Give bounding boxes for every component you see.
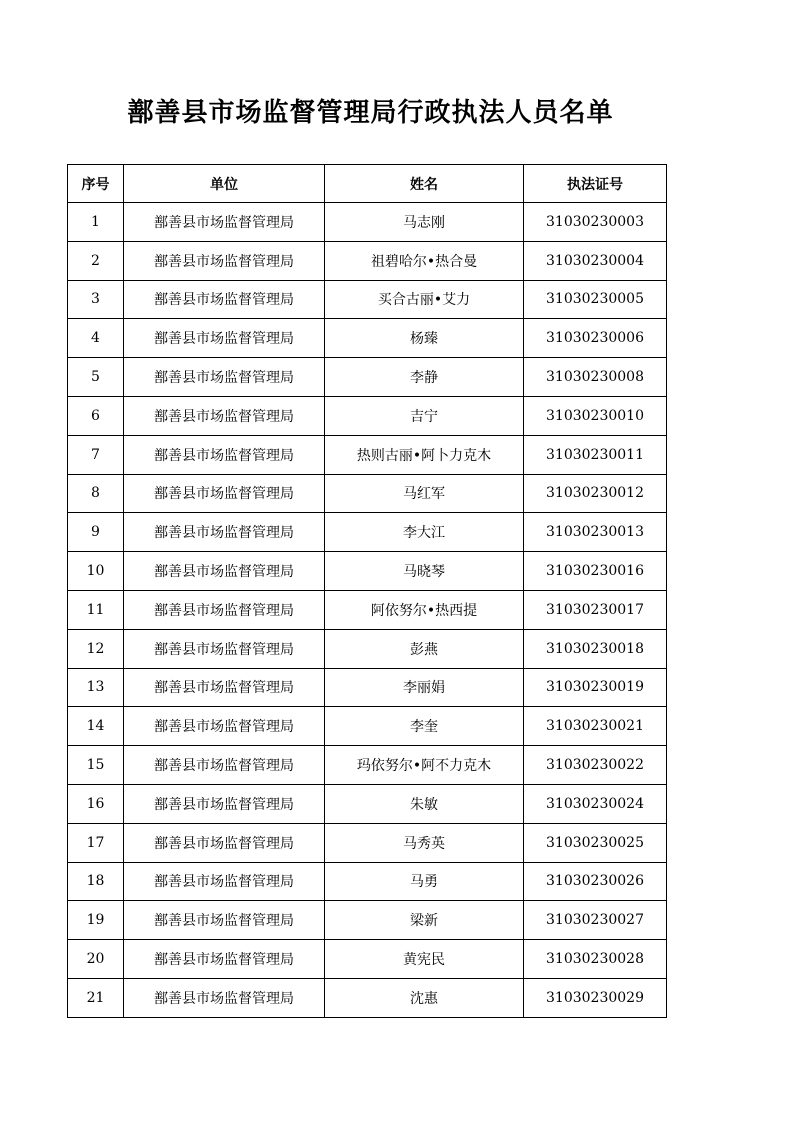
- cell-unit: 鄯善县市场监督管理局: [124, 901, 325, 940]
- cell-seq: 18: [68, 862, 124, 901]
- cell-seq: 13: [68, 668, 124, 707]
- cell-name: 阿依努尔•热西提: [325, 590, 524, 629]
- cell-cert: 31030230024: [524, 784, 667, 823]
- table-row: [68, 940, 667, 979]
- cell-cert: 31030230016: [524, 552, 667, 591]
- cell-cert: 31030230018: [524, 629, 667, 668]
- page-title: 鄯善县市场监督管理局行政执法人员名单: [127, 98, 614, 128]
- cell-unit: 鄯善县市场监督管理局: [124, 823, 325, 862]
- cell-cert: 31030230026: [524, 862, 667, 901]
- cell-seq: 14: [68, 707, 124, 746]
- table-row: [68, 707, 667, 746]
- cell-seq: 6: [68, 396, 124, 435]
- cell-unit: 鄯善县市场监督管理局: [124, 707, 325, 746]
- table-row: [68, 280, 667, 319]
- header-seq: 序号: [68, 165, 124, 203]
- cell-name: 彭燕: [325, 629, 524, 668]
- cell-unit: 鄯善县市场监督管理局: [124, 358, 325, 397]
- cell-cert: 31030230011: [524, 435, 667, 474]
- cell-unit: 鄯善县市场监督管理局: [124, 862, 325, 901]
- cell-cert: 31030230010: [524, 396, 667, 435]
- cell-name: 买合古丽•艾力: [325, 280, 524, 319]
- cell-seq: 15: [68, 746, 124, 785]
- table-row: [68, 203, 667, 242]
- cell-unit: 鄯善县市场监督管理局: [124, 435, 325, 474]
- cell-unit: 鄯善县市场监督管理局: [124, 513, 325, 552]
- table-row: [68, 474, 667, 513]
- cell-unit: 鄯善县市场监督管理局: [124, 590, 325, 629]
- header-unit: 单位: [124, 165, 325, 203]
- cell-cert: 31030230017: [524, 590, 667, 629]
- cell-seq: 20: [68, 940, 124, 979]
- table-row: [68, 746, 667, 785]
- table-row: [68, 396, 667, 435]
- cell-seq: 17: [68, 823, 124, 862]
- header-name: 姓名: [325, 165, 524, 203]
- cell-name: 李大江: [325, 513, 524, 552]
- cell-unit: 鄯善县市场监督管理局: [124, 978, 325, 1017]
- cell-cert: 31030230006: [524, 319, 667, 358]
- cell-name: 热则古丽•阿卜力克木: [325, 435, 524, 474]
- cell-seq: 4: [68, 319, 124, 358]
- cell-name: 李静: [325, 358, 524, 397]
- cell-name: 马志刚: [325, 203, 524, 242]
- cell-seq: 10: [68, 552, 124, 591]
- cell-name: 李丽娟: [325, 668, 524, 707]
- table-row: [68, 435, 667, 474]
- table-body: [68, 203, 667, 1018]
- cell-cert: 31030230025: [524, 823, 667, 862]
- cell-cert: 31030230004: [524, 241, 667, 280]
- cell-name: 马红军: [325, 474, 524, 513]
- cell-unit: 鄯善县市场监督管理局: [124, 474, 325, 513]
- cell-name: 马勇: [325, 862, 524, 901]
- cell-unit: 鄯善县市场监督管理局: [124, 784, 325, 823]
- table-row: [68, 358, 667, 397]
- cell-unit: 鄯善县市场监督管理局: [124, 668, 325, 707]
- personnel-table: [67, 164, 667, 1018]
- cell-name: 祖碧哈尔•热合曼: [325, 241, 524, 280]
- cell-unit: 鄯善县市场监督管理局: [124, 241, 325, 280]
- cell-unit: 鄯善县市场监督管理局: [124, 280, 325, 319]
- table-header-row: [68, 165, 667, 203]
- cell-name: 梁新: [325, 901, 524, 940]
- table-row: [68, 513, 667, 552]
- cell-unit: 鄯善县市场监督管理局: [124, 552, 325, 591]
- table-row: [68, 901, 667, 940]
- cell-name: 玛依努尔•阿不力克木: [325, 746, 524, 785]
- cell-cert: 31030230022: [524, 746, 667, 785]
- table-row: [68, 668, 667, 707]
- cell-unit: 鄯善县市场监督管理局: [124, 396, 325, 435]
- cell-cert: 31030230013: [524, 513, 667, 552]
- cell-seq: 16: [68, 784, 124, 823]
- table-row: [68, 784, 667, 823]
- cell-name: 黄宪民: [325, 940, 524, 979]
- cell-unit: 鄯善县市场监督管理局: [124, 940, 325, 979]
- cell-seq: 8: [68, 474, 124, 513]
- table-row: [68, 241, 667, 280]
- table-row: [68, 590, 667, 629]
- cell-unit: 鄯善县市场监督管理局: [124, 203, 325, 242]
- cell-seq: 21: [68, 978, 124, 1017]
- table-row: [68, 978, 667, 1017]
- cell-seq: 9: [68, 513, 124, 552]
- table-row: [68, 552, 667, 591]
- cell-cert: 31030230003: [524, 203, 667, 242]
- cell-seq: 1: [68, 203, 124, 242]
- cell-cert: 31030230008: [524, 358, 667, 397]
- cell-cert: 31030230019: [524, 668, 667, 707]
- cell-unit: 鄯善县市场监督管理局: [124, 629, 325, 668]
- cell-cert: 31030230027: [524, 901, 667, 940]
- cell-name: 吉宁: [325, 396, 524, 435]
- cell-name: 朱敏: [325, 784, 524, 823]
- table-row: [68, 823, 667, 862]
- cell-name: 李奎: [325, 707, 524, 746]
- cell-name: 杨臻: [325, 319, 524, 358]
- header-cert: 执法证号: [524, 165, 667, 203]
- cell-cert: 31030230005: [524, 280, 667, 319]
- table-row: [68, 629, 667, 668]
- cell-seq: 7: [68, 435, 124, 474]
- cell-seq: 12: [68, 629, 124, 668]
- cell-seq: 19: [68, 901, 124, 940]
- cell-seq: 5: [68, 358, 124, 397]
- table-row: [68, 319, 667, 358]
- cell-name: 沈惠: [325, 978, 524, 1017]
- cell-cert: 31030230028: [524, 940, 667, 979]
- cell-cert: 31030230012: [524, 474, 667, 513]
- table-row: [68, 862, 667, 901]
- cell-seq: 11: [68, 590, 124, 629]
- cell-cert: 31030230021: [524, 707, 667, 746]
- cell-unit: 鄯善县市场监督管理局: [124, 746, 325, 785]
- cell-name: 马秀英: [325, 823, 524, 862]
- cell-seq: 2: [68, 241, 124, 280]
- cell-name: 马晓琴: [325, 552, 524, 591]
- cell-cert: 31030230029: [524, 978, 667, 1017]
- cell-seq: 3: [68, 280, 124, 319]
- cell-unit: 鄯善县市场监督管理局: [124, 319, 325, 358]
